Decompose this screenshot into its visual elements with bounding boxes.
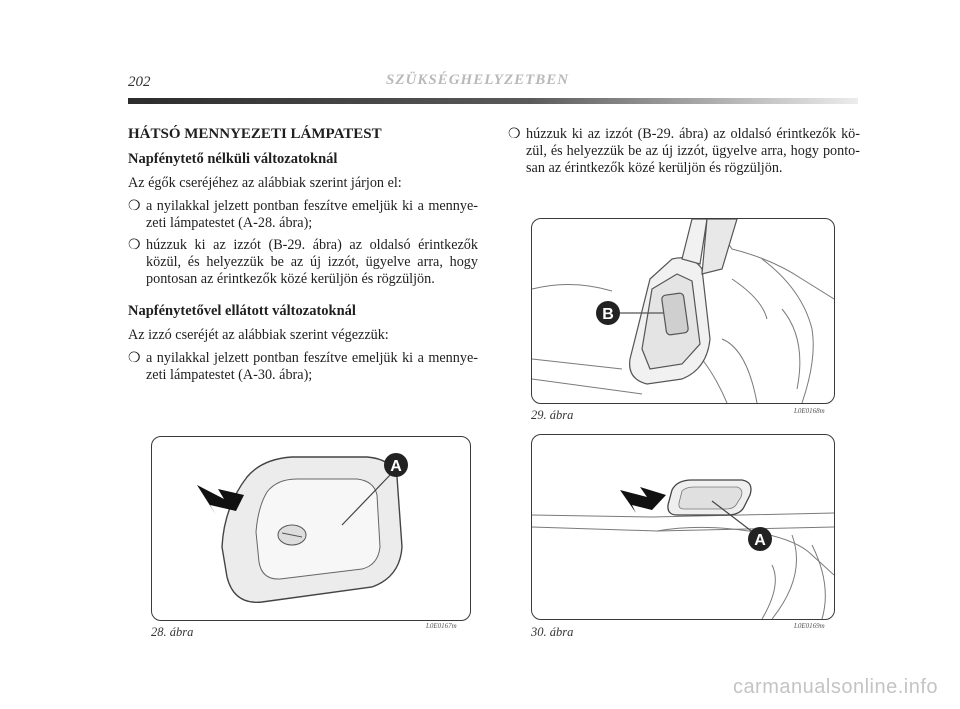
caption-28: 28. ábra: [151, 625, 194, 639]
bullet-icon: ❍: [128, 351, 141, 366]
right-column: [508, 126, 860, 182]
caption-29: 29. ábra: [531, 408, 574, 422]
list-item: [128, 237, 478, 288]
figure-29-illustration: [531, 218, 835, 404]
intro-text-1: Az égők cseréjéhez az alábbiak szerint járjon el:: [128, 175, 402, 191]
list-item-text: a nyilakkal jelzett pontban feszítve emeljük ki a mennye-zeti lámpatestet (A-28. ábra);: [146, 198, 478, 231]
image-code-30: L0E0169m: [794, 622, 825, 630]
caption-30: 30. ábra: [531, 625, 574, 639]
bullet-icon: ❍: [128, 238, 141, 253]
figure-30-illustration: [531, 434, 835, 620]
list-item: [128, 198, 478, 232]
subheading-with-sunroof: Napfénytetővel ellátott változatoknál: [128, 303, 356, 319]
page-number: 202: [128, 74, 151, 90]
list-item: [508, 126, 860, 177]
label-a: A: [754, 532, 766, 549]
bullet-icon: ❍: [128, 199, 141, 214]
image-code-29: L0E0168m: [794, 407, 825, 415]
left-column: [128, 126, 478, 389]
section-heading: HÁTSÓ MENNYEZETI LÁMPATEST: [128, 126, 382, 142]
list-item: [128, 350, 478, 384]
label-a: A: [390, 458, 402, 475]
label-b: B: [602, 306, 614, 323]
header-rule: [128, 98, 858, 104]
arrow-icon: [620, 487, 666, 513]
list-item-text: húzzuk ki az izzót (B-29. ábra) az oldalsó érintkezők kö-zül, és helyezzük be az új izzót, ügyelve arra, hogy ponto-san az érintkezők közé kerüljön és rögzüljön.: [526, 126, 860, 176]
section-title: SZÜKSÉGHELYZETBEN: [386, 72, 570, 88]
image-code-28: L0E0167m: [426, 622, 457, 630]
list-item-text: a nyilakkal jelzett pontban feszítve emeljük ki a mennye-zeti lámpatestet (A-30. ábra);: [146, 350, 478, 383]
ceiling-lamp-drawing: [152, 437, 470, 620]
list-item-text: húzzuk ki az izzót (B-29. ábra) az oldalsó érintkezők közül, és helyezzük be az új izzót, ügyelve arra, hogy pontosan az érintkezők közé kerüljön és rögzüljön.: [146, 237, 478, 287]
bullet-icon: ❍: [508, 127, 521, 142]
figure-28-illustration: [151, 436, 471, 621]
intro-text-2: Az izzó cseréjét az alábbiak szerint végezzük:: [128, 327, 389, 343]
sunroof-lamp-drawing: [532, 435, 834, 619]
watermark: carmanualsonline.info: [732, 676, 938, 698]
bulb-removal-drawing: [532, 219, 834, 403]
subheading-no-sunroof: Napfénytető nélküli változatoknál: [128, 151, 338, 167]
